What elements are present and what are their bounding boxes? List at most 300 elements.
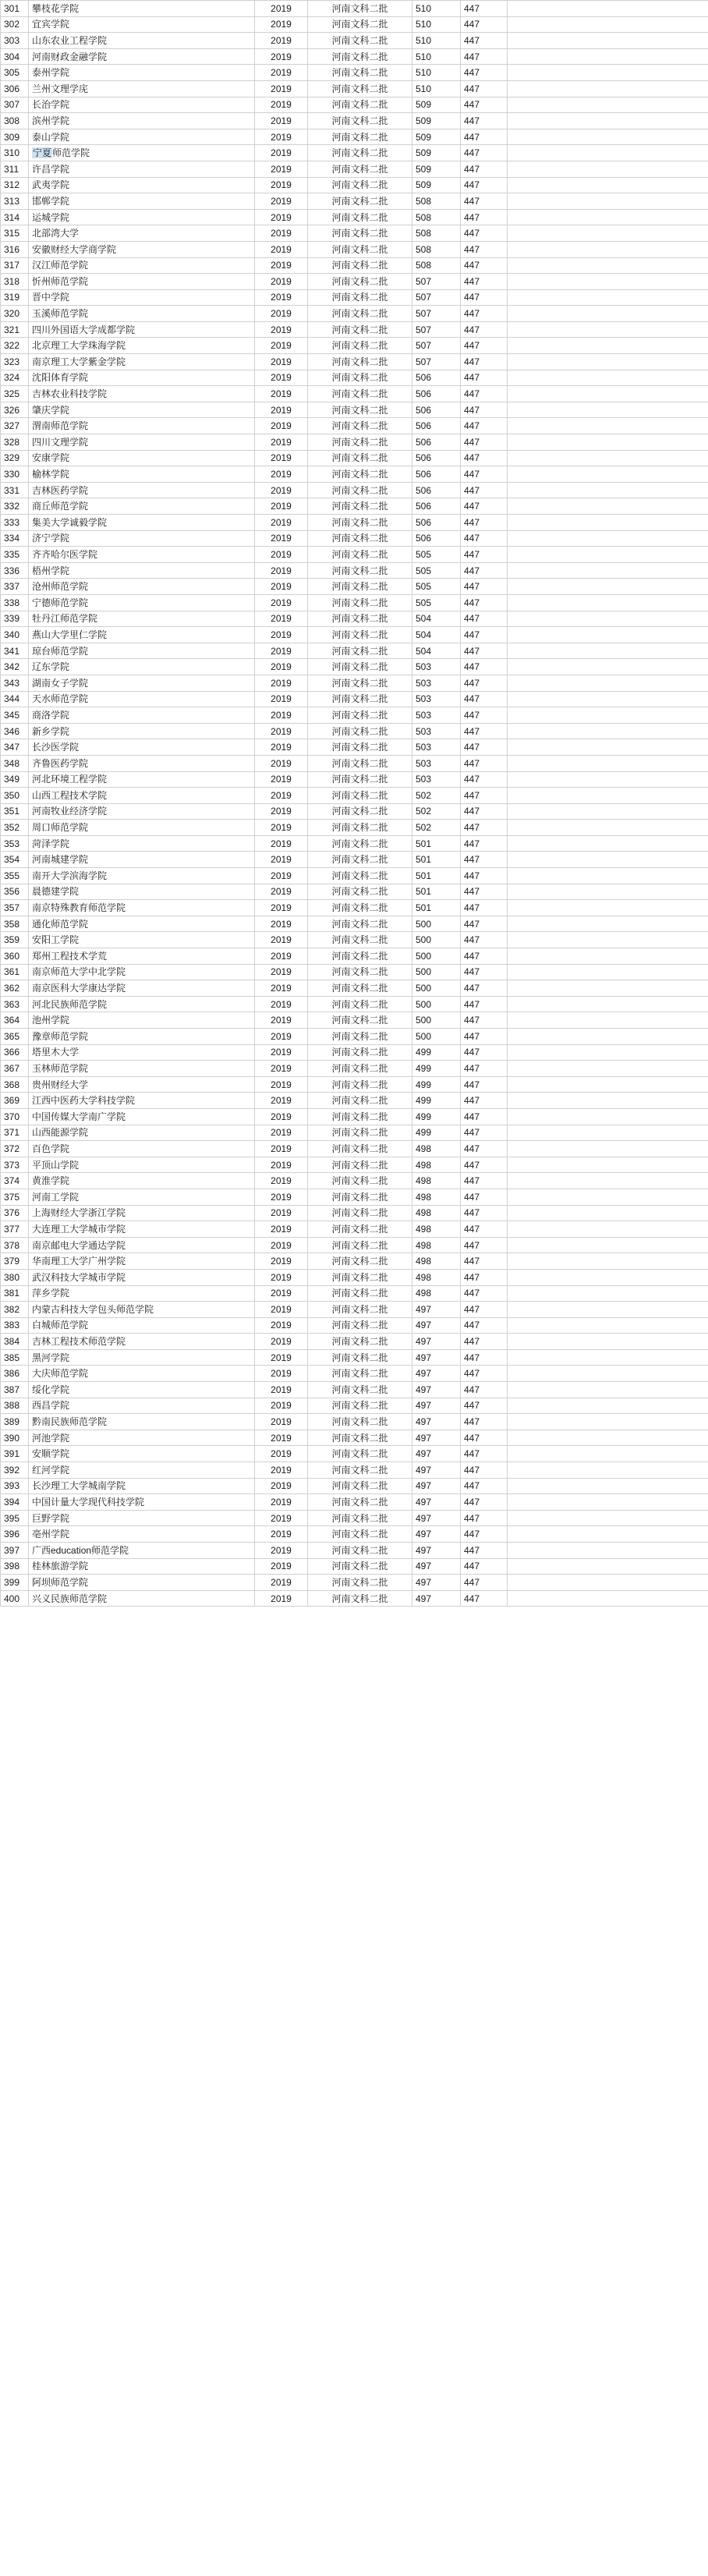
cell-university-name: 南京医科大学康达学院 [29, 980, 255, 997]
cell-score: 500 [412, 996, 461, 1012]
table-row [1, 418, 708, 434]
cell-batch: 河南文科二批 [308, 1253, 412, 1270]
cell-score: 497 [412, 1414, 461, 1430]
cell-batch: 河南文科二批 [308, 97, 412, 113]
cell-control-line: 447 [461, 1382, 508, 1398]
cell-spacer [508, 771, 708, 788]
cell-spacer [508, 338, 708, 354]
cell-spacer [508, 450, 708, 466]
cell-score: 502 [412, 820, 461, 836]
cell-university-name: 河池学院 [29, 1430, 255, 1446]
cell-rank: 348 [1, 755, 29, 771]
cell-score: 507 [412, 306, 461, 322]
cell-spacer [508, 996, 708, 1012]
cell-batch: 河南文科二批 [308, 1382, 412, 1398]
cell-university-name: 四川外国语大学成都学院 [29, 321, 255, 338]
cell-spacer [508, 707, 708, 724]
table-row [1, 659, 708, 675]
cell-spacer [508, 113, 708, 129]
cell-spacer [508, 370, 708, 386]
cell-batch: 河南文科二批 [308, 691, 412, 707]
cell-university-name: 泰山学院 [29, 129, 255, 145]
table-row [1, 1157, 708, 1173]
cell-spacer [508, 1253, 708, 1270]
cell-score: 505 [412, 594, 461, 611]
cell-control-line: 447 [461, 900, 508, 916]
cell-university-name: 玉林师范学院 [29, 1061, 255, 1077]
table-row [1, 402, 708, 418]
cell-university-name: 平顶山学院 [29, 1157, 255, 1173]
cell-spacer [508, 1044, 708, 1061]
cell-score: 508 [412, 225, 461, 242]
cell-batch: 河南文科二批 [308, 306, 412, 322]
cell-score: 506 [412, 450, 461, 466]
cell-rank: 310 [1, 145, 29, 161]
cell-control-line: 447 [461, 530, 508, 547]
cell-university-name: 天水师范学院 [29, 691, 255, 707]
cell-rank: 329 [1, 450, 29, 466]
table-row [1, 1446, 708, 1462]
table-row [1, 1398, 708, 1414]
cell-batch: 河南文科二批 [308, 707, 412, 724]
cell-score: 502 [412, 788, 461, 804]
cell-batch: 河南文科二批 [308, 1317, 412, 1334]
cell-control-line: 447 [461, 129, 508, 145]
cell-university-name: 百色学院 [29, 1141, 255, 1157]
table-row [1, 1108, 708, 1125]
table-row [1, 611, 708, 627]
cell-control-line: 447 [461, 306, 508, 322]
table-row [1, 1382, 708, 1398]
cell-university-name: 宜宾学院 [29, 16, 255, 33]
cell-score: 498 [412, 1173, 461, 1189]
cell-rank: 335 [1, 547, 29, 563]
cell-control-line: 447 [461, 515, 508, 531]
cell-spacer [508, 1237, 708, 1253]
cell-rank: 362 [1, 980, 29, 997]
table-row [1, 964, 708, 980]
cell-control-line: 447 [461, 964, 508, 980]
cell-spacer [508, 659, 708, 675]
table-row [1, 1044, 708, 1061]
cell-score: 508 [412, 209, 461, 225]
cell-university-name: 中国计量大学现代科技学院 [29, 1494, 255, 1511]
cell-score: 509 [412, 161, 461, 177]
cell-control-line: 447 [461, 1590, 508, 1607]
cell-spacer [508, 321, 708, 338]
cell-year: 2019 [255, 161, 308, 177]
cell-spacer [508, 354, 708, 370]
cell-year: 2019 [255, 916, 308, 932]
cell-rank: 354 [1, 852, 29, 868]
cell-rank: 347 [1, 739, 29, 756]
cell-year: 2019 [255, 466, 308, 483]
cell-year: 2019 [255, 1382, 308, 1398]
cell-batch: 河南文科二批 [308, 1237, 412, 1253]
table-row [1, 1590, 708, 1607]
cell-score: 501 [412, 884, 461, 900]
cell-year: 2019 [255, 321, 308, 338]
cell-spacer [508, 177, 708, 193]
cell-batch: 河南文科二批 [308, 900, 412, 916]
cell-spacer [508, 1157, 708, 1173]
cell-batch: 河南文科二批 [308, 338, 412, 354]
cell-batch: 河南文科二批 [308, 1414, 412, 1430]
cell-spacer [508, 289, 708, 306]
table-row [1, 274, 708, 290]
table-row [1, 80, 708, 97]
cell-rank: 376 [1, 1205, 29, 1221]
cell-year: 2019 [255, 835, 308, 852]
cell-control-line: 447 [461, 1526, 508, 1543]
cell-control-line: 447 [461, 370, 508, 386]
cell-year: 2019 [255, 1189, 308, 1205]
cell-rank: 394 [1, 1494, 29, 1511]
cell-university-name: 萍乡学院 [29, 1285, 255, 1302]
cell-rank: 332 [1, 498, 29, 515]
cell-university-name: 新乡学院 [29, 723, 255, 739]
cell-rank: 397 [1, 1543, 29, 1559]
cell-spacer [508, 594, 708, 611]
cell-year: 2019 [255, 900, 308, 916]
table-row [1, 547, 708, 563]
cell-spacer [508, 547, 708, 563]
cell-university-name: 安阳工学院 [29, 932, 255, 948]
cell-control-line: 447 [461, 434, 508, 451]
cell-spacer [508, 1221, 708, 1238]
table-row [1, 980, 708, 997]
table-row [1, 1205, 708, 1221]
cell-university-name: 内蒙古科技大学包头师范学院 [29, 1302, 255, 1318]
cell-batch: 河南文科二批 [308, 996, 412, 1012]
cell-year: 2019 [255, 289, 308, 306]
cell-control-line: 447 [461, 1044, 508, 1061]
cell-control-line: 447 [461, 257, 508, 274]
cell-university-name: 上海财经大学浙江学院 [29, 1205, 255, 1221]
cell-score: 498 [412, 1157, 461, 1173]
cell-batch: 河南文科二批 [308, 675, 412, 691]
cell-control-line: 447 [461, 1446, 508, 1462]
cell-year: 2019 [255, 1398, 308, 1414]
cell-year: 2019 [255, 434, 308, 451]
cell-score: 510 [412, 33, 461, 49]
cell-university-name: 沈阳体育学院 [29, 370, 255, 386]
cell-batch: 河南文科二批 [308, 1446, 412, 1462]
cell-rank: 323 [1, 354, 29, 370]
cell-year: 2019 [255, 755, 308, 771]
cell-rank: 352 [1, 820, 29, 836]
cell-university-name: 河南牧业经济学院 [29, 803, 255, 820]
cell-year: 2019 [255, 1446, 308, 1462]
cell-year: 2019 [255, 241, 308, 257]
cell-spacer [508, 434, 708, 451]
cell-batch: 河南文科二批 [308, 289, 412, 306]
cell-rank: 314 [1, 209, 29, 225]
cell-year: 2019 [255, 274, 308, 290]
cell-control-line: 447 [461, 1076, 508, 1093]
cell-score: 506 [412, 402, 461, 418]
cell-year: 2019 [255, 691, 308, 707]
cell-score: 510 [412, 65, 461, 81]
cell-score: 497 [412, 1590, 461, 1607]
cell-spacer [508, 579, 708, 595]
cell-year: 2019 [255, 225, 308, 242]
cell-spacer [508, 48, 708, 65]
table-row [1, 1349, 708, 1366]
table-row [1, 594, 708, 611]
cell-spacer [508, 1510, 708, 1526]
cell-rank: 338 [1, 594, 29, 611]
cell-batch: 河南文科二批 [308, 579, 412, 595]
cell-control-line: 447 [461, 1558, 508, 1575]
table-row [1, 771, 708, 788]
table-row [1, 257, 708, 274]
cell-year: 2019 [255, 97, 308, 113]
cell-university-name: 安顺学院 [29, 1446, 255, 1462]
cell-year: 2019 [255, 1221, 308, 1238]
cell-year: 2019 [255, 1349, 308, 1366]
cell-score: 499 [412, 1125, 461, 1141]
cell-year: 2019 [255, 33, 308, 49]
cell-spacer [508, 209, 708, 225]
cell-spacer [508, 964, 708, 980]
cell-batch: 河南文科二批 [308, 1285, 412, 1302]
cell-batch: 河南文科二批 [308, 1302, 412, 1318]
table-row [1, 835, 708, 852]
cell-batch: 河南文科二批 [308, 1526, 412, 1543]
cell-university-name: 桂林旅游学院 [29, 1558, 255, 1575]
cell-university-name: 牡丹江师范学院 [29, 611, 255, 627]
cell-university-name: 燕山大学里仁学院 [29, 627, 255, 643]
cell-batch: 河南文科二批 [308, 1173, 412, 1189]
cell-university-name: 大庆师范学院 [29, 1366, 255, 1382]
cell-control-line: 447 [461, 852, 508, 868]
cell-year: 2019 [255, 996, 308, 1012]
cell-year: 2019 [255, 1141, 308, 1157]
cell-control-line: 447 [461, 594, 508, 611]
cell-rank: 304 [1, 48, 29, 65]
cell-control-line: 447 [461, 498, 508, 515]
cell-university-name: 中国传媒大学南广学院 [29, 1108, 255, 1125]
cell-spacer [508, 1141, 708, 1157]
table-row [1, 386, 708, 402]
cell-batch: 河南文科二批 [308, 1430, 412, 1446]
cell-score: 498 [412, 1205, 461, 1221]
cell-control-line: 447 [461, 402, 508, 418]
cell-score: 509 [412, 177, 461, 193]
cell-control-line: 447 [461, 771, 508, 788]
cell-batch: 河南文科二批 [308, 1543, 412, 1559]
cell-spacer [508, 675, 708, 691]
table-row [1, 145, 708, 161]
table-row [1, 1366, 708, 1382]
cell-score: 498 [412, 1269, 461, 1285]
cell-batch: 河南文科二批 [308, 884, 412, 900]
cell-university-name: 通化师范学院 [29, 916, 255, 932]
cell-control-line: 447 [461, 643, 508, 659]
cell-batch: 河南文科二批 [308, 1061, 412, 1077]
cell-score: 497 [412, 1398, 461, 1414]
cell-university-name: 巨野学院 [29, 1510, 255, 1526]
cell-batch: 河南文科二批 [308, 739, 412, 756]
table-row [1, 1076, 708, 1093]
cell-control-line: 447 [461, 1221, 508, 1238]
cell-year: 2019 [255, 1269, 308, 1285]
cell-batch: 河南文科二批 [308, 466, 412, 483]
cell-rank: 386 [1, 1366, 29, 1382]
cell-spacer [508, 643, 708, 659]
cell-rank: 370 [1, 1108, 29, 1125]
cell-control-line: 447 [461, 611, 508, 627]
cell-rank: 392 [1, 1462, 29, 1479]
cell-score: 504 [412, 611, 461, 627]
table-row [1, 48, 708, 65]
cell-spacer [508, 1269, 708, 1285]
table-row [1, 916, 708, 932]
cell-year: 2019 [255, 113, 308, 129]
cell-university-name: 肇庆学院 [29, 402, 255, 418]
cell-year: 2019 [255, 177, 308, 193]
cell-score: 506 [412, 515, 461, 531]
cell-university-name: 黔南民族师范学院 [29, 1414, 255, 1430]
cell-spacer [508, 1334, 708, 1350]
cell-rank: 343 [1, 675, 29, 691]
cell-batch: 河南文科二批 [308, 594, 412, 611]
cell-university-name: 宁德师范学院 [29, 594, 255, 611]
cell-score: 509 [412, 145, 461, 161]
cell-rank: 393 [1, 1478, 29, 1494]
cell-batch: 河南文科二批 [308, 434, 412, 451]
cell-year: 2019 [255, 338, 308, 354]
cell-score: 510 [412, 48, 461, 65]
table-row [1, 482, 708, 498]
cell-rank: 313 [1, 193, 29, 210]
cell-score: 501 [412, 868, 461, 884]
cell-batch: 河南文科二批 [308, 241, 412, 257]
cell-rank: 375 [1, 1189, 29, 1205]
cell-year: 2019 [255, 884, 308, 900]
cell-score: 506 [412, 466, 461, 483]
table-row [1, 948, 708, 965]
cell-control-line: 447 [461, 482, 508, 498]
cell-control-line: 447 [461, 1575, 508, 1591]
cell-rank: 398 [1, 1558, 29, 1575]
cell-year: 2019 [255, 1526, 308, 1543]
cell-rank: 305 [1, 65, 29, 81]
cell-batch: 河南文科二批 [308, 1575, 412, 1591]
cell-score: 507 [412, 274, 461, 290]
table-row [1, 1334, 708, 1350]
cell-university-name: 山西能源学院 [29, 1125, 255, 1141]
cell-spacer [508, 1349, 708, 1366]
cell-rank: 309 [1, 129, 29, 145]
cell-year: 2019 [255, 1462, 308, 1479]
cell-spacer [508, 852, 708, 868]
cell-rank: 368 [1, 1076, 29, 1093]
cell-rank: 342 [1, 659, 29, 675]
cell-university-name: 兴义民族师范学院 [29, 1590, 255, 1607]
cell-control-line: 447 [461, 916, 508, 932]
cell-control-line: 447 [461, 1269, 508, 1285]
cell-year: 2019 [255, 659, 308, 675]
cell-score: 498 [412, 1221, 461, 1238]
cell-rank: 395 [1, 1510, 29, 1526]
cell-score: 500 [412, 964, 461, 980]
cell-university-name: 邯郸学院 [29, 193, 255, 210]
cell-spacer [508, 274, 708, 290]
cell-score: 497 [412, 1430, 461, 1446]
cell-control-line: 447 [461, 1173, 508, 1189]
cell-control-line: 447 [461, 1285, 508, 1302]
cell-score: 497 [412, 1558, 461, 1575]
cell-control-line: 447 [461, 675, 508, 691]
cell-control-line: 447 [461, 113, 508, 129]
cell-year: 2019 [255, 1108, 308, 1125]
cell-control-line: 447 [461, 33, 508, 49]
cell-university-name: 泰州学院 [29, 65, 255, 81]
cell-year: 2019 [255, 1061, 308, 1077]
cell-university-name: 江西中医药大学科技学院 [29, 1093, 255, 1109]
cell-batch: 河南文科二批 [308, 48, 412, 65]
table-row [1, 996, 708, 1012]
cell-score: 499 [412, 1044, 461, 1061]
table-row [1, 193, 708, 210]
table-row [1, 1558, 708, 1575]
cell-score: 497 [412, 1317, 461, 1334]
cell-year: 2019 [255, 1125, 308, 1141]
cell-control-line: 447 [461, 48, 508, 65]
cell-spacer [508, 932, 708, 948]
cell-university-name: 南京特殊教育师范学院 [29, 900, 255, 916]
table-row [1, 498, 708, 515]
cell-university-name: 辽东学院 [29, 659, 255, 675]
cell-year: 2019 [255, 306, 308, 322]
cell-batch: 河南文科二批 [308, 33, 412, 49]
cell-score: 503 [412, 691, 461, 707]
cell-control-line: 447 [461, 1061, 508, 1077]
cell-batch: 河南文科二批 [308, 321, 412, 338]
cell-control-line: 447 [461, 1141, 508, 1157]
cell-university-name: 攀枝花学院 [29, 1, 255, 17]
cell-rank: 341 [1, 643, 29, 659]
cell-score: 498 [412, 1253, 461, 1270]
cell-university-name: 沧州师范学院 [29, 579, 255, 595]
cell-batch: 河南文科二批 [308, 498, 412, 515]
cell-control-line: 447 [461, 97, 508, 113]
cell-control-line: 447 [461, 1334, 508, 1350]
cell-control-line: 447 [461, 755, 508, 771]
cell-spacer [508, 1526, 708, 1543]
cell-year: 2019 [255, 1575, 308, 1591]
cell-score: 504 [412, 627, 461, 643]
cell-batch: 河南文科二批 [308, 1269, 412, 1285]
cell-batch: 河南文科二批 [308, 274, 412, 290]
cell-score: 497 [412, 1526, 461, 1543]
cell-year: 2019 [255, 1, 308, 17]
cell-university-name: 阿坝师范学院 [29, 1575, 255, 1591]
cell-university-name: 黄淮学院 [29, 1173, 255, 1189]
cell-control-line: 447 [461, 386, 508, 402]
cell-control-line: 447 [461, 996, 508, 1012]
table-row [1, 1253, 708, 1270]
cell-batch: 河南文科二批 [308, 515, 412, 531]
cell-rank: 317 [1, 257, 29, 274]
cell-rank: 327 [1, 418, 29, 434]
cell-rank: 318 [1, 274, 29, 290]
cell-batch: 河南文科二批 [308, 450, 412, 466]
cell-control-line: 447 [461, 1253, 508, 1270]
table-row [1, 1173, 708, 1189]
